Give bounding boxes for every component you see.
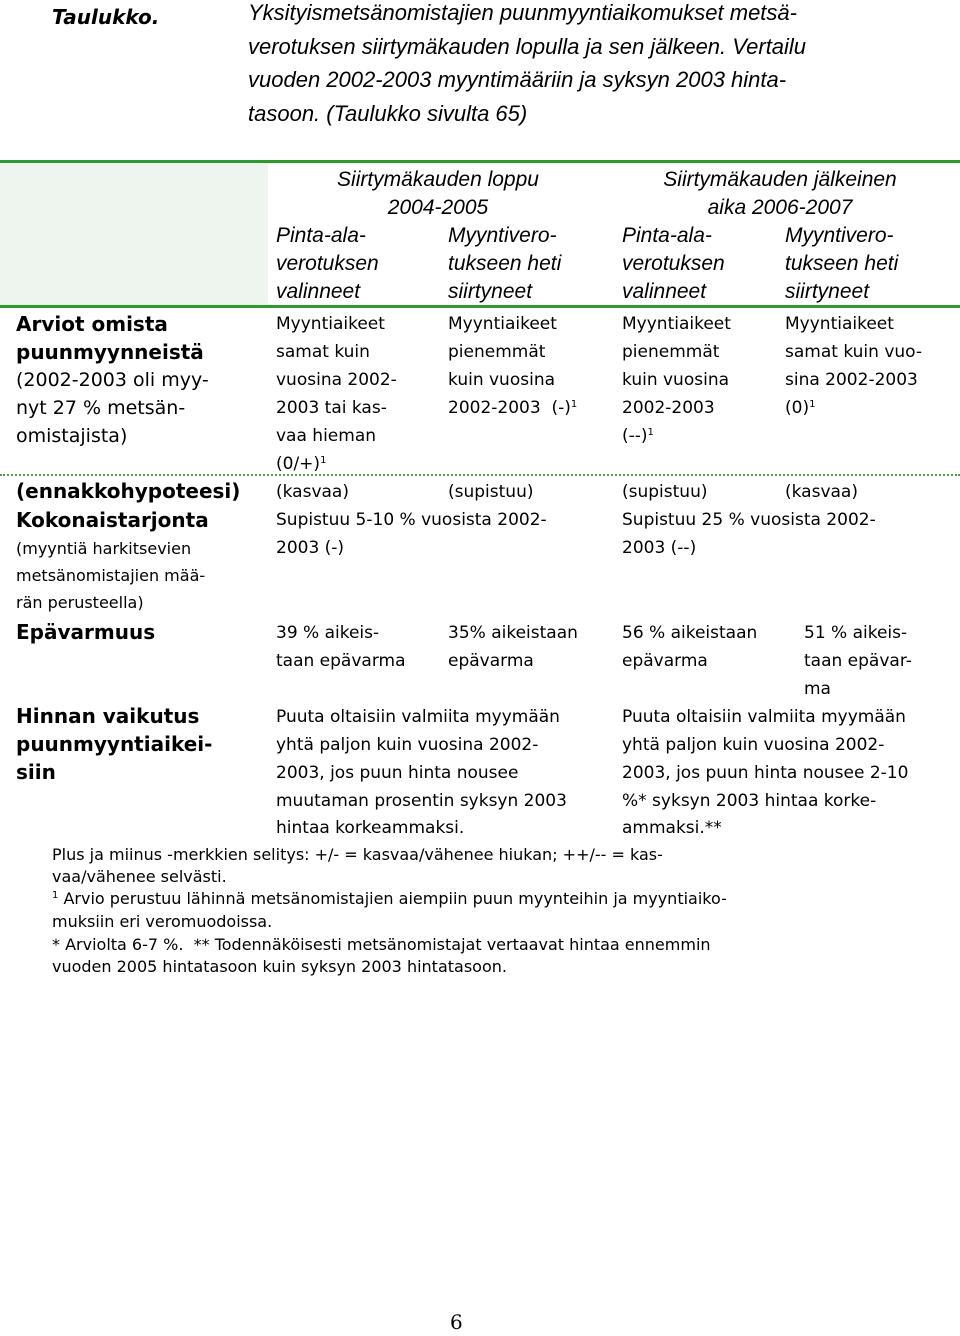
cell-text: 56 % aikeistaan: [622, 623, 758, 643]
footnote-line: vaa/vähenee selvästi.: [52, 867, 227, 886]
table-caption-label: Taulukko.: [52, 5, 160, 29]
col-header-myynti: siirtyneet: [448, 280, 533, 303]
cell-text: 51 % aikeis-: [804, 623, 908, 643]
page-number: 6: [450, 1310, 463, 1334]
col-header-pinta: Pinta-ala-: [622, 224, 712, 247]
cell-text: ma: [804, 679, 831, 699]
cell-text: kuin vuosina: [622, 370, 730, 390]
cell-text: Myyntiaikeet: [276, 314, 385, 334]
col-header-pinta: Pinta-ala-: [276, 224, 366, 247]
cell-text: Myyntiaikeet: [785, 314, 894, 334]
cell-text: pienemmät: [448, 342, 546, 362]
col-header-myynti: Myyntivero-: [448, 224, 557, 247]
cell-text-part: 2002-2003 (-): [448, 398, 571, 418]
footnote-text: Arvio perustuu lähinnä metsänomistajien aiempiin puun myynteihin ja myyntiaiko-: [58, 889, 727, 908]
col-header-myynti: siirtyneet: [785, 280, 870, 303]
period1-header-line: 2004-2005: [387, 196, 489, 219]
period1-header-line: Siirtymäkauden loppu: [337, 168, 539, 191]
row-label-tarjonta-note: metsänomistajien mää-: [16, 566, 206, 585]
cell-text: hintaa korkeammaksi.: [276, 818, 465, 838]
col-header-pinta: valinneet: [276, 280, 361, 303]
cell-text: Puuta oltaisiin valmiita myymään: [276, 707, 560, 727]
cell-text: kuin vuosina: [448, 370, 556, 390]
cell-text: %* syksyn 2003 hintaa korke-: [622, 791, 877, 811]
cell-text: samat kuin vuo-: [785, 342, 923, 362]
col-header-myynti: tukseen heti: [448, 252, 562, 275]
cell-text: yhtä paljon kuin vuosina 2002-: [622, 735, 885, 755]
col-header-pinta: verotuksen: [276, 252, 379, 275]
cell-text: [785, 394, 815, 422]
cell-text: 2002-2003: [622, 398, 715, 418]
caption-line: Yksityismetsänomistajien puunmyyntiaikomukset metsä-: [248, 0, 797, 25]
cell-text-part: (--): [622, 426, 648, 446]
col-header-pinta: verotuksen: [622, 252, 725, 275]
cell-text: [622, 422, 654, 450]
table-corner-shade: [0, 163, 268, 305]
footnote-ref: 1: [809, 399, 816, 410]
cell-text: (supistuu): [448, 482, 534, 502]
cell-text: 2003 tai kas-: [276, 398, 387, 418]
cell-text: (kasvaa): [276, 482, 349, 502]
cell-text: 2003, jos puun hinta nousee: [276, 763, 519, 783]
cell-text: epävarma: [448, 651, 534, 671]
row-label-arviot-note: nyt 27 % metsän-: [16, 397, 186, 419]
footnote-line: [52, 888, 727, 911]
cell-text: sina 2002-2003: [785, 370, 918, 390]
row-label-hinta: puunmyyntiaikei-: [16, 732, 213, 756]
footnote-ref: 1: [320, 455, 327, 466]
col-header-pinta: valinneet: [622, 280, 707, 303]
row-separator: [0, 474, 960, 476]
row-label-tarjonta-note: rän perusteella): [16, 593, 144, 612]
cell-text-part: (0/+): [276, 454, 321, 474]
row-label-epavarmuus: Epävarmuus: [16, 620, 156, 644]
cell-text: 2003 (-): [276, 538, 345, 558]
cell-text: pienemmät: [622, 342, 720, 362]
caption-line: tasoon. (Taulukko sivulta 65): [248, 101, 528, 126]
row-label-arviot: Arviot omista: [16, 312, 168, 336]
cell-text: 35% aikeistaan: [448, 623, 578, 643]
cell-text: (supistuu): [622, 482, 708, 502]
cell-text: yhtä paljon kuin vuosina 2002-: [276, 735, 539, 755]
period2-header-line: Siirtymäkauden jälkeinen: [663, 168, 897, 191]
footnote-ref: 1: [647, 427, 654, 438]
cell-text: (kasvaa): [785, 482, 858, 502]
row-label-arviot-note: omistajista): [16, 425, 128, 447]
cell-text: vuosina 2002-: [276, 370, 397, 390]
cell-text: vaa hieman: [276, 426, 377, 446]
row-label-ennakko: (ennakkohypoteesi): [16, 479, 241, 503]
caption-line: vuoden 2002-2003 myyntimääriin ja syksyn 2003 hinta-: [248, 67, 787, 92]
cell-text: 2003, jos puun hinta nousee 2-10: [622, 763, 909, 783]
cell-text: muutaman prosentin syksyn 2003: [276, 791, 567, 811]
row-label-hinta: siin: [16, 760, 56, 784]
period2-header-line: aika 2006-2007: [707, 196, 853, 219]
cell-text: Puuta oltaisiin valmiita myymään: [622, 707, 906, 727]
cell-text: [448, 394, 577, 422]
footnote-line: * Arviolta 6-7 %. ** Todennäköisesti metsänomistajat vertaavat hintaa ennemmin: [52, 935, 711, 954]
cell-text: Supistuu 25 % vuosista 2002-: [622, 510, 876, 530]
row-label-tarjonta: Kokonaistarjonta: [16, 508, 209, 532]
footnote-ref: 1: [570, 399, 578, 410]
cell-text: Supistuu 5-10 % vuosista 2002-: [276, 510, 547, 530]
footnote-line: Plus ja miinus -merkkien selitys: +/- = kasvaa/vähenee hiukan; ++/-- = kas-: [52, 845, 663, 864]
row-label-arviot: puunmyynneistä: [16, 340, 204, 364]
cell-text: epävarma: [622, 651, 708, 671]
cell-text-part: (0): [785, 398, 810, 418]
cell-text: 2003 (--): [622, 538, 697, 558]
cell-text: samat kuin: [276, 342, 370, 362]
row-label-hinta: Hinnan vaikutus: [16, 704, 200, 728]
footnote-line: muksiin eri veromuodoissa.: [52, 912, 273, 931]
footnote-line: vuoden 2005 hintatasoon kuin syksyn 2003 hintatasoon.: [52, 957, 507, 976]
header-bottom-rule: [0, 305, 960, 308]
col-header-myynti: Myyntivero-: [785, 224, 894, 247]
cell-text: ammaksi.**: [622, 818, 722, 838]
row-label-arviot-note: (2002-2003 oli myy-: [16, 369, 209, 391]
cell-text: Myyntiaikeet: [448, 314, 557, 334]
col-header-myynti: tukseen heti: [785, 252, 899, 275]
cell-text: 39 % aikeis-: [276, 623, 380, 643]
row-label-tarjonta-note: (myyntiä harkitsevien: [16, 539, 192, 558]
cell-text: taan epävar-: [804, 651, 912, 671]
caption-line: verotuksen siirtymäkauden lopulla ja sen jälkeen. Vertailu: [248, 34, 807, 59]
cell-text: taan epävarma: [276, 651, 406, 671]
cell-text: Myyntiaikeet: [622, 314, 731, 334]
footnote-marker: 1: [52, 890, 59, 901]
